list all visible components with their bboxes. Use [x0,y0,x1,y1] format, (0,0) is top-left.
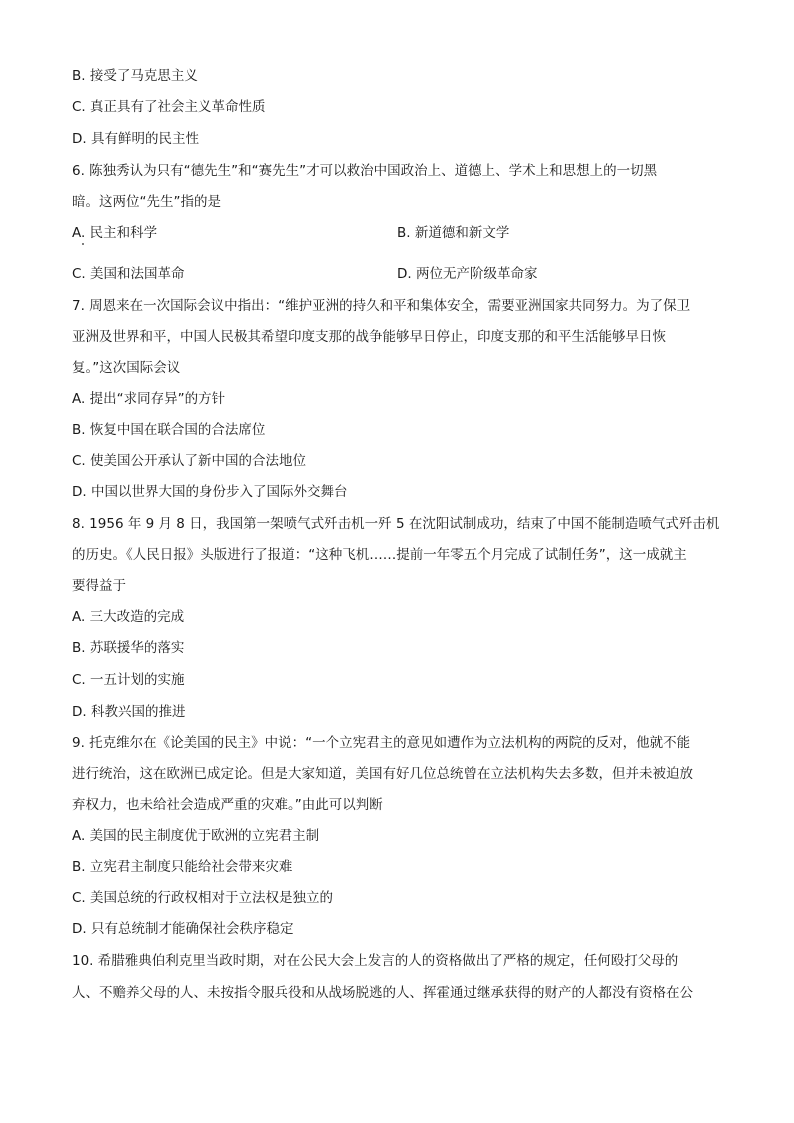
q9-stem-line-2: 进行统治，这在欧洲已成定论。但是大家知道，美国有好几位总统曾在立法机构失去多数，但并未被迫放 [72,766,693,782]
q9-option-d: D. 只有总统制才能确保社会秩序稳定 [72,921,294,937]
q9-option-a: A. 美国的民主制度优于欧洲的立宪君主制 [72,828,320,844]
q8-option-b: B. 苏联援华的落实 [72,640,185,656]
q6-stem-line-2: 暗。这两位“先生”指的是 [72,194,221,210]
q9-stem-line-1: 9. 托克维尔在《论美国的民主》中说：“一个立宪君主的意见如遭作为立法机构的两院的反对，他就不能 [72,735,691,751]
q5-option-d: D. 具有鲜明的民主性 [72,131,199,147]
q8-option-c: C. 一五计划的实施 [72,672,185,688]
q7-option-c: C. 使美国公开承认了新中国的合法地位 [72,453,307,469]
q8-stem-line-2: 的历史。《人民日报》头版进行了报道：“这种飞机……提前一年零五个月完成了试制任务”，这一成就主 [72,547,687,563]
q6-option-d: D. 两位无产阶级革命家 [397,266,538,282]
q8-stem-line-1: 8. 1956 年 9 月 8 日，我国第一架喷气式歼击机一歼 5 在沈阳试制成功，结束了中国不能制造喷气式歼击机 [72,516,720,532]
q7-option-d: D. 中国以世界大国的身份步入了国际外交舞台 [72,484,348,500]
q7-stem-line-2: 亚洲及世界和平，中国人民极其希望印度支那的战争能够早日停止，印度支那的和平生活能够早日恢 [72,329,666,345]
q8-stem-line-3: 要得益于 [72,578,126,594]
q7-stem-line-3: 复。”这次国际会议 [72,360,181,376]
q10-stem-line-2: 人、不赡养父母的人、未按指令服兵役和从战场脱逃的人、挥霍通过继承获得的财产的人都没有资格在公 [72,985,693,1001]
q9-option-b: B. 立宪君主制度只能给社会带来灾难 [72,859,293,875]
q8-option-a: A. 三大改造的完成 [72,609,185,625]
q6-stem-line-1: 6. 陈独秀认为只有“德先生”和“赛先生”才可以救治中国政治上、道德上、学术上和思想上的一切黑 [72,163,658,179]
q6-option-c: C. 美国和法国革命 [72,266,185,282]
q9-option-c: C. 美国总统的行政权相对于立法权是独立的 [72,890,334,906]
q8-option-d: D. 科教兴国的推进 [72,704,186,720]
q5-option-b: B. 接受了马克思主义 [72,68,198,84]
stray-dot-mark [82,243,84,245]
q10-stem-line-1: 10. 希腊雅典伯利克里当政时期，对在公民大会上发言的人的资格做出了严格的规定，任何殴打父母的 [72,953,679,969]
q7-option-a: A. 提出“求同存异”的方针 [72,391,226,407]
q9-stem-line-3: 弃权力，也未给社会造成严重的灾难。”由此可以判断 [72,797,383,813]
q7-stem-line-1: 7. 周恩来在一次国际会议中指出：“维护亚洲的持久和平和集体安全，需要亚洲国家共同努力。为了保卫 [72,298,691,314]
q5-option-c: C. 真正具有了社会主义革命性质 [72,99,266,115]
q6-option-b: B. 新道德和新文学 [397,225,510,241]
q7-option-b: B. 恢复中国在联合国的合法席位 [72,422,266,438]
q6-option-a: A. 民主和科学 [72,225,158,241]
